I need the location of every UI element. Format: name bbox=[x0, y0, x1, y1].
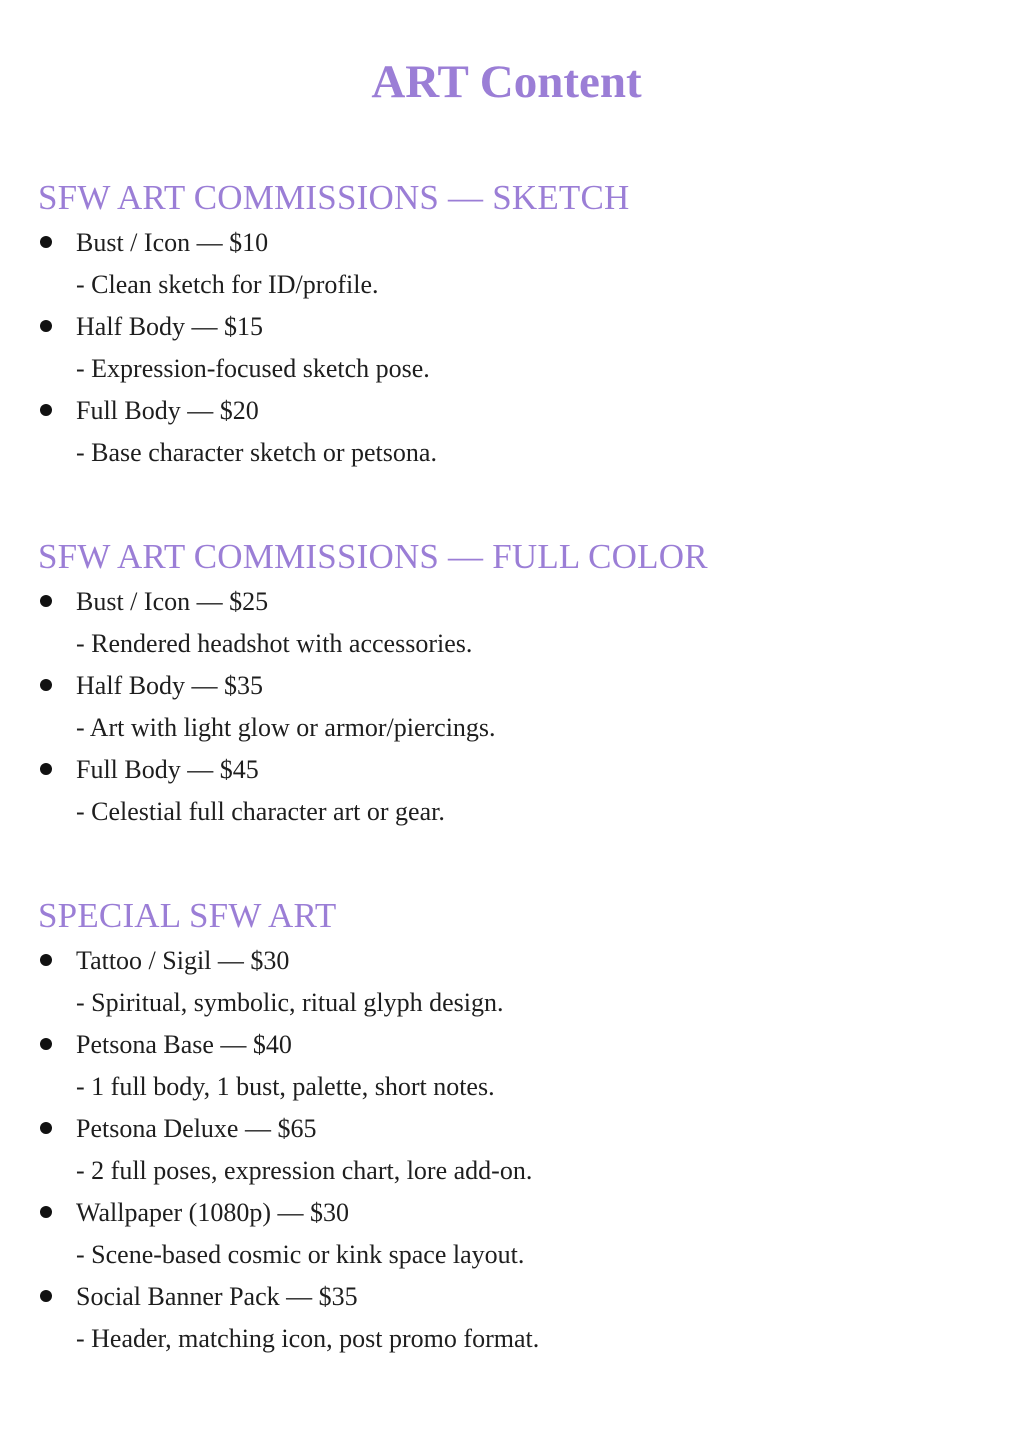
item-title: Half Body — $15 bbox=[76, 312, 264, 341]
item-description: - Art with light glow or armor/piercings. bbox=[76, 713, 496, 742]
item-title: Petsona Deluxe — $65 bbox=[76, 1114, 317, 1143]
list-item bbox=[38, 940, 998, 1024]
bullet-icon bbox=[40, 320, 52, 332]
bullet-icon bbox=[40, 1122, 52, 1134]
section-full-color bbox=[38, 535, 998, 833]
item-description: - Expression-focused sketch pose. bbox=[76, 354, 430, 383]
bullet-icon bbox=[40, 1206, 52, 1218]
list-item bbox=[38, 749, 998, 833]
item-title: Tattoo / Sigil — $30 bbox=[76, 946, 290, 975]
item-title: Full Body — $45 bbox=[76, 755, 259, 784]
item-title: Half Body — $35 bbox=[76, 671, 264, 700]
bullet-icon bbox=[40, 1290, 52, 1302]
item-title: Bust / Icon — $25 bbox=[76, 587, 269, 616]
list-item bbox=[38, 390, 998, 474]
bullet-icon bbox=[40, 595, 52, 607]
list-item bbox=[38, 1276, 998, 1360]
item-description: - Celestial full character art or gear. bbox=[76, 797, 445, 826]
list-item bbox=[38, 1108, 998, 1192]
list-item bbox=[38, 581, 998, 665]
list-item bbox=[38, 222, 998, 306]
list-item bbox=[38, 665, 998, 749]
bullet-icon bbox=[40, 954, 52, 966]
bullet-icon bbox=[40, 1038, 52, 1050]
item-description: - Header, matching icon, post promo format. bbox=[76, 1324, 540, 1353]
item-description: - Clean sketch for ID/profile. bbox=[76, 270, 379, 299]
item-title: Bust / Icon — $10 bbox=[76, 228, 269, 257]
section-sketch bbox=[38, 176, 998, 474]
bullet-icon bbox=[40, 679, 52, 691]
item-description: - Spiritual, symbolic, ritual glyph design. bbox=[76, 988, 504, 1017]
price-list bbox=[38, 940, 998, 1360]
section-heading: SFW ART COMMISSIONS — SKETCH bbox=[38, 178, 630, 217]
item-title: Full Body — $20 bbox=[76, 396, 259, 425]
list-item bbox=[38, 306, 998, 390]
bullet-icon bbox=[40, 763, 52, 775]
bullet-icon bbox=[40, 404, 52, 416]
price-list bbox=[38, 581, 998, 833]
item-description: - 2 full poses, expression chart, lore add-on. bbox=[76, 1156, 533, 1185]
item-description: - Base character sketch or petsona. bbox=[76, 438, 437, 467]
page-title: ART Content bbox=[371, 56, 642, 108]
section-heading: SFW ART COMMISSIONS — FULL COLOR bbox=[38, 537, 708, 576]
section-special bbox=[38, 894, 998, 1360]
section-heading: SPECIAL SFW ART bbox=[38, 896, 337, 935]
item-description: - 1 full body, 1 bust, palette, short notes. bbox=[76, 1072, 495, 1101]
list-item bbox=[38, 1024, 998, 1108]
price-list bbox=[38, 222, 998, 474]
list-item bbox=[38, 1192, 998, 1276]
item-description: - Rendered headshot with accessories. bbox=[76, 629, 473, 658]
bullet-icon bbox=[40, 236, 52, 248]
item-title: Petsona Base — $40 bbox=[76, 1030, 292, 1059]
item-description: - Scene-based cosmic or kink space layout. bbox=[76, 1240, 525, 1269]
item-title: Wallpaper (1080p) — $30 bbox=[76, 1198, 349, 1227]
item-title: Social Banner Pack — $35 bbox=[76, 1282, 358, 1311]
